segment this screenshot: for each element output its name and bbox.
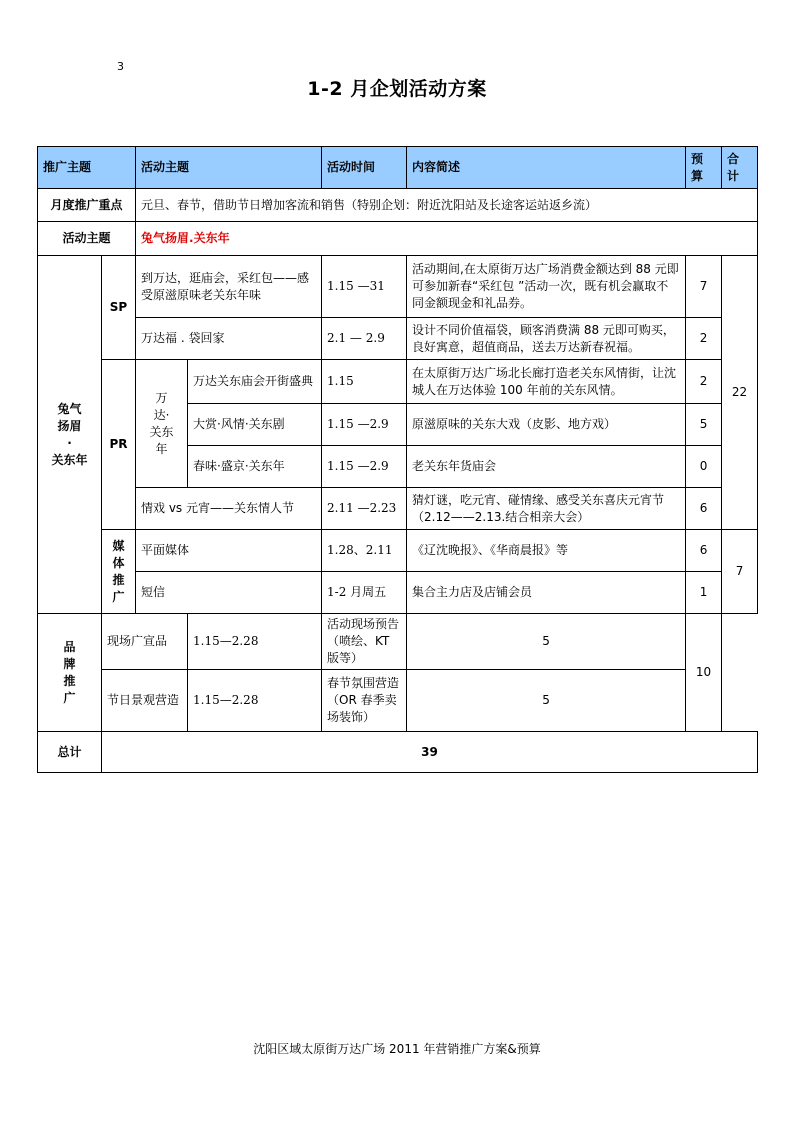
activity-budget: 7 bbox=[686, 256, 722, 318]
group-sp: SP bbox=[102, 256, 136, 360]
activity-name: 平面媒体 bbox=[136, 530, 322, 572]
activity-budget: 2 bbox=[686, 360, 722, 404]
header-activity-time: 活动时间 bbox=[322, 147, 407, 189]
activity-budget: 1 bbox=[686, 572, 722, 614]
activity-time: 2.11 —2.23 bbox=[322, 488, 407, 530]
activity-time: 1.15 —31 bbox=[322, 256, 407, 318]
activity-budget: 5 bbox=[407, 670, 686, 732]
header-content: 内容简述 bbox=[407, 147, 686, 189]
group-pr: PR bbox=[102, 360, 136, 530]
table-row bbox=[38, 488, 758, 530]
activity-content: 猜灯谜，吃元宵、碰情缘、感受关东喜庆元宵节（2.12——2.13.结合相亲大会） bbox=[407, 488, 686, 530]
activity-content: 活动期间,在太原街万达广场消费金额达到 88 元即可参加新春“采红包 ”活动一次，既有机会赢取不同金额现金和礼品券。 bbox=[407, 256, 686, 318]
activity-time: 2.1 — 2.9 bbox=[322, 318, 407, 360]
activity-time: 1.15—2.28 bbox=[188, 614, 322, 670]
table-row bbox=[38, 572, 758, 614]
table-row bbox=[38, 256, 758, 318]
header-budget: 预 算 bbox=[686, 147, 722, 189]
theme-label: 活动主题 bbox=[38, 222, 136, 256]
activity-name: 到万达，逛庙会，采红包——感受原滋原味老关东年味 bbox=[136, 256, 322, 318]
footer-text: 沈阳区域太原街万达广场 2011 年营销推广方案&预算 bbox=[253, 1042, 541, 1056]
activity-content: 设计不同价值福袋，顾客消费满 88 元即可购买，良好寓意，超值商品，送去万达新春祝福。 bbox=[407, 318, 686, 360]
table-header-row bbox=[38, 147, 758, 189]
total-row bbox=[38, 732, 758, 773]
subtotal-brand: 10 bbox=[686, 614, 722, 732]
activity-name: 大赏·风情·关东剧 bbox=[188, 404, 322, 446]
activity-time: 1.15 —2.9 bbox=[322, 446, 407, 488]
page-title: 1-2 月企划活动方案 bbox=[307, 78, 487, 100]
theme-row bbox=[38, 222, 758, 256]
activity-content: 《辽沈晚报》、《华商晨报》等 bbox=[407, 530, 686, 572]
subtotal-media: 7 bbox=[722, 530, 758, 614]
activity-name: 万达福 . 袋回家 bbox=[136, 318, 322, 360]
activity-name: 万达关东庙会开街盛典 bbox=[188, 360, 322, 404]
activity-time: 1.15 —2.9 bbox=[322, 404, 407, 446]
header-activity-theme: 活动主题 bbox=[136, 147, 322, 189]
activity-content: 集合主力店及店铺会员 bbox=[407, 572, 686, 614]
activity-content: 春节氛围营造（OR 春季卖场装饰） bbox=[322, 670, 407, 732]
page-number: 3 bbox=[117, 60, 124, 73]
monthly-focus-text: 元旦、春节，借助节日增加客流和销售（特别企划：附近沈阳站及长途客运站返乡流） bbox=[136, 189, 758, 222]
header-total: 合 计 bbox=[722, 147, 758, 189]
activity-budget: 6 bbox=[686, 530, 722, 572]
table-row bbox=[38, 360, 758, 404]
activity-time: 1.28、2.11 bbox=[322, 530, 407, 572]
subtotal-sp-pr: 22 bbox=[722, 256, 758, 530]
table-row bbox=[38, 318, 758, 360]
total-label: 总计 bbox=[38, 732, 102, 773]
activity-time: 1.15—2.28 bbox=[188, 670, 322, 732]
activity-content: 活动现场预告（喷绘、KT 版等） bbox=[322, 614, 407, 670]
activity-name: 节日景观营造 bbox=[102, 670, 188, 732]
activity-time: 1-2 月周五 bbox=[322, 572, 407, 614]
table-row bbox=[38, 530, 758, 572]
table-row bbox=[38, 670, 758, 732]
monthly-focus-label: 月度推广重点 bbox=[38, 189, 136, 222]
activity-content: 在太原街万达广场北长廊打造老关东风情街，让沈城人在万达体验 100 年前的关东风情。 bbox=[407, 360, 686, 404]
pr-subgroup: 万 达· 关东 年 bbox=[136, 360, 188, 488]
activity-name: 现场广宣品 bbox=[102, 614, 188, 670]
group-media: 媒 体 推 广 bbox=[102, 530, 136, 614]
activity-budget: 2 bbox=[686, 318, 722, 360]
activity-content: 原滋原味的关东大戏（皮影、地方戏） bbox=[407, 404, 686, 446]
group-brand: 品 牌 推 广 bbox=[38, 614, 102, 732]
plan-table bbox=[37, 146, 758, 773]
activity-time: 1.15 bbox=[322, 360, 407, 404]
activity-name: 短信 bbox=[136, 572, 322, 614]
theme-text: 兔气扬眉.关东年 bbox=[136, 222, 758, 256]
total-value: 39 bbox=[102, 732, 758, 773]
activity-budget: 6 bbox=[686, 488, 722, 530]
activity-budget: 5 bbox=[407, 614, 686, 670]
side-theme: 兔气 扬眉 · 关东年 bbox=[38, 256, 102, 614]
activity-name: 情戏 vs 元宵——关东情人节 bbox=[136, 488, 322, 530]
monthly-focus-row bbox=[38, 189, 758, 222]
activity-budget: 5 bbox=[686, 404, 722, 446]
header-promo-theme: 推广主题 bbox=[38, 147, 136, 189]
activity-budget: 0 bbox=[686, 446, 722, 488]
table-row bbox=[38, 614, 758, 670]
activity-content: 老关东年货庙会 bbox=[407, 446, 686, 488]
activity-name: 春味·盛京·关东年 bbox=[188, 446, 322, 488]
